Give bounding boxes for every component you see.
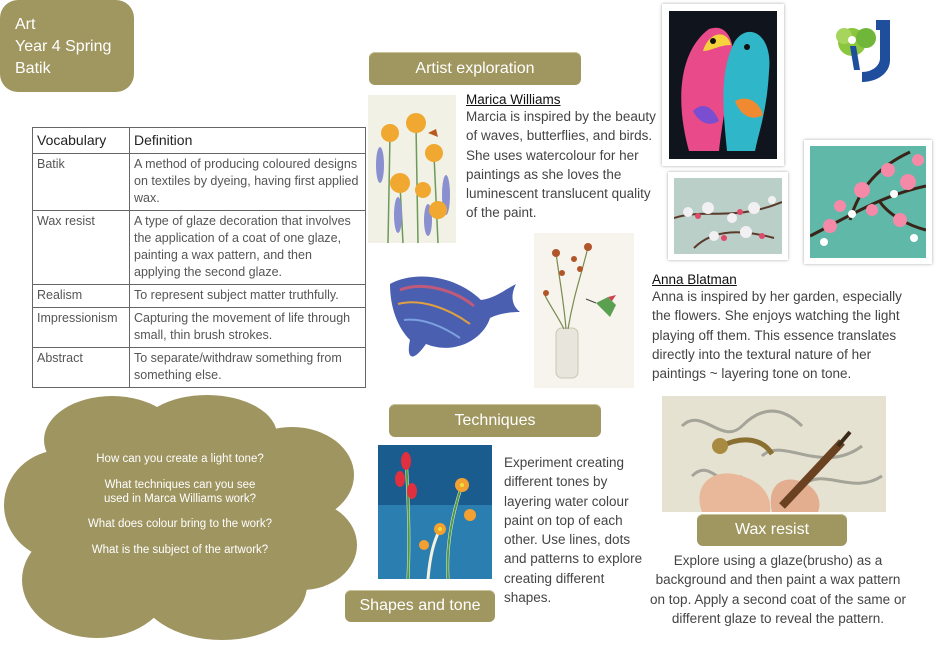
techniques-label: Techniques <box>389 404 601 437</box>
hummingbird-painting-image <box>534 233 634 388</box>
table-row <box>33 308 366 348</box>
shapes-and-tone-label: Shapes and tone <box>345 590 495 622</box>
vocab-term: Wax resist <box>33 211 130 285</box>
year-title: Year 4 Spring <box>15 38 112 55</box>
table-row <box>33 211 366 285</box>
vocab-term: Realism <box>33 285 130 308</box>
artist-exploration-label: Artist exploration <box>369 52 581 85</box>
question-cloud <box>2 395 358 645</box>
artist1-block <box>466 92 658 223</box>
question-3: What does colour bring to the work? <box>87 518 273 530</box>
vocab-definition: A type of glaze decoration that involves the application of a coat of one glaze, painting a wax pattern, and then applying the second glaze. <box>130 211 366 285</box>
school-logo <box>832 16 896 84</box>
vocab-term: Abstract <box>33 348 130 388</box>
vocab-col-header: Vocabulary <box>33 128 130 154</box>
parrots-painting-image <box>662 4 784 166</box>
question-1: How can you create a light tone? <box>96 453 264 465</box>
whale-painting-image <box>386 268 524 366</box>
question-4: What is the subject of the artwork? <box>91 544 269 556</box>
artist1-name: Marica Williams <box>466 92 561 107</box>
topic-title: Batik <box>15 60 51 77</box>
artist2-text: Anna is inspired by her garden, especially the flowers. She enjoys watching the light playing off them. This essence translates directly into the textural nature of her paintings ~ layering tone on tone. <box>652 289 902 382</box>
vocab-term: Batik <box>33 154 130 211</box>
vocab-definition: A method of producing coloured designs on textiles by dyeing, having first applied wax. <box>130 154 366 211</box>
vocab-definition: Capturing the movement of life through small, thin brush strokes. <box>130 308 366 348</box>
techniques-text: Experiment creating different tones by layering water colour paint on top of each other. Use lines, dots and patterns to explore creating different shapes. <box>504 455 643 606</box>
table-row <box>33 348 366 388</box>
definition-col-header: Definition <box>130 128 366 154</box>
subject-title: Art <box>15 16 36 33</box>
poppies-painting-image <box>368 95 456 243</box>
artist2-name: Anna Blatman <box>652 272 737 287</box>
table-row <box>33 285 366 308</box>
vocabulary-table <box>32 127 366 388</box>
wax-resist-text: Explore using a glaze(brusho) as a background and then paint a wax pattern on top. Apply a second coat of the same or different glaze to reveal the pattern. <box>650 553 906 626</box>
blossom-painting-small-image <box>668 172 788 260</box>
vocab-definition: To separate/withdraw something from something else. <box>130 348 366 388</box>
title-box <box>0 0 134 92</box>
vocab-definition: To represent subject matter truthfully. <box>130 285 366 308</box>
vocab-term: Impressionism <box>33 308 130 348</box>
table-row <box>33 154 366 211</box>
wax-resist-photo-image <box>662 396 886 512</box>
batik-flowers-image <box>378 445 492 579</box>
question-2: What techniques can you see used in Marca Williams work? <box>103 479 257 505</box>
artist2-block <box>652 272 922 383</box>
blossom-painting-large-image <box>804 140 932 264</box>
table-header-row <box>33 128 366 154</box>
artist1-text: Marcia is inspired by the beauty of waves, butterflies, and birds. She uses watercolour for her paintings as she loves the luminescent translucent quality of the paint. <box>466 109 656 221</box>
wax-resist-label: Wax resist <box>697 514 847 546</box>
